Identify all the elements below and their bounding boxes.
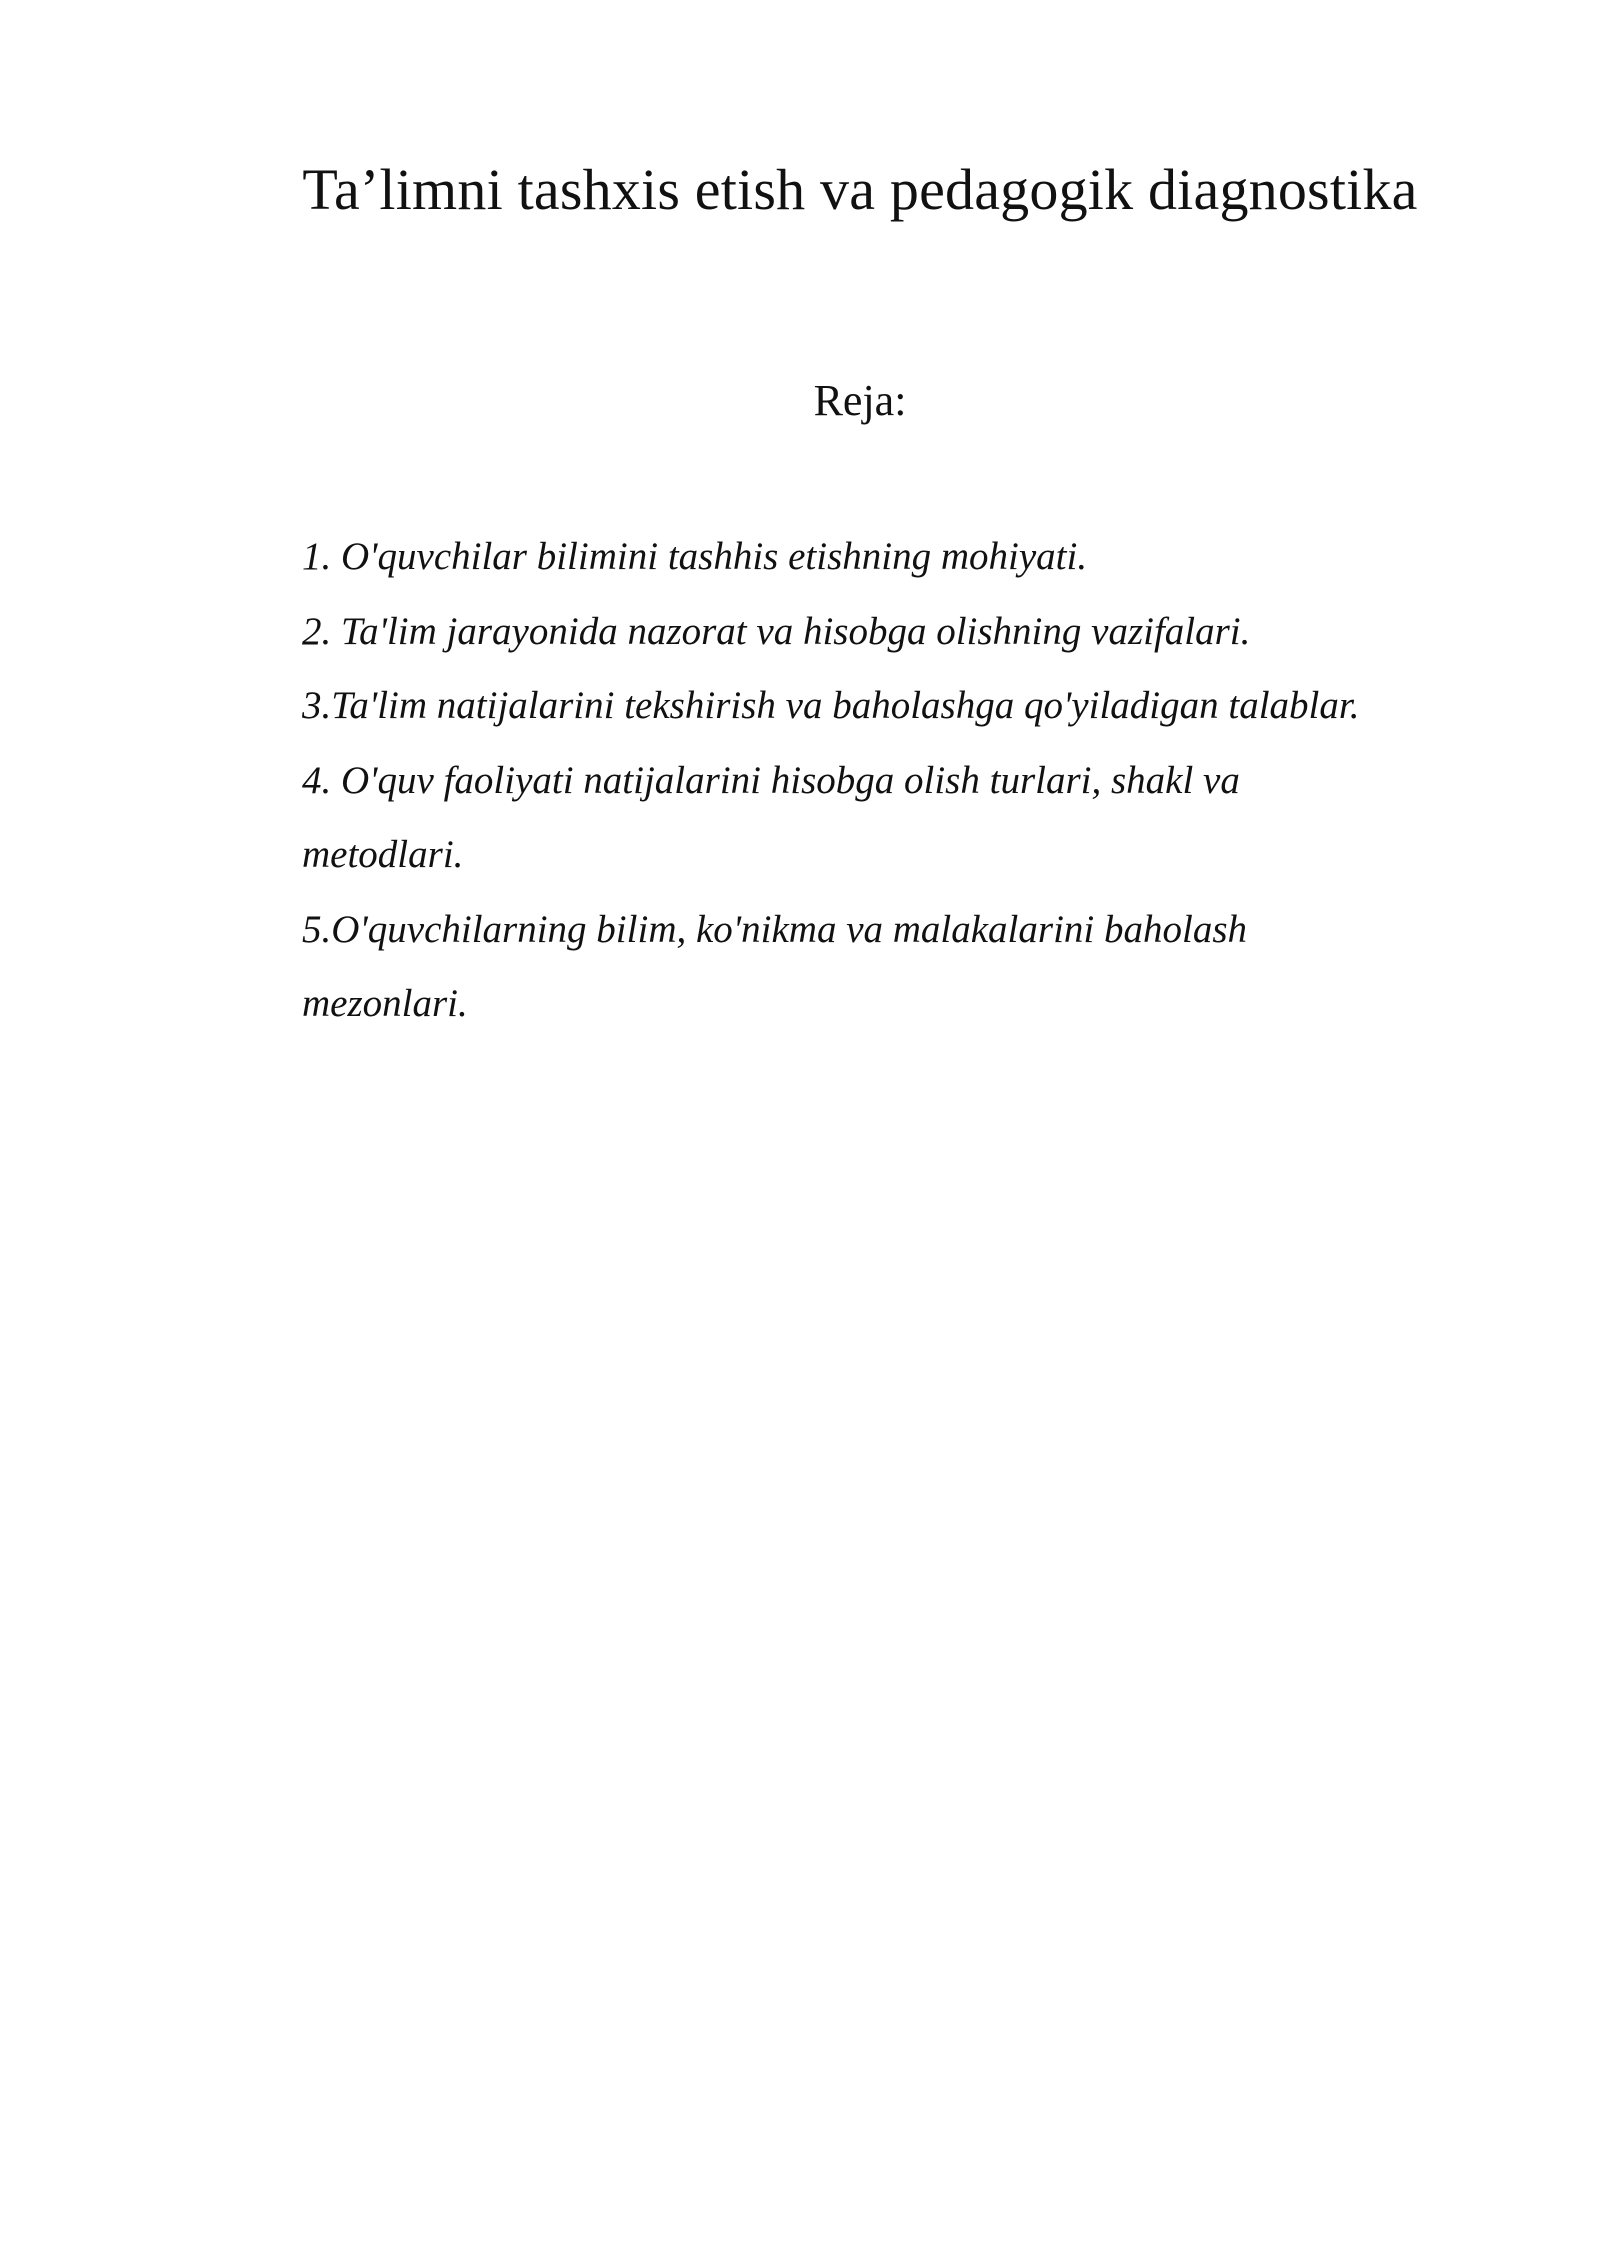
plan-item-line: 2. Ta'lim jarayonida nazorat va hisobga olishning vazifalari. [302, 609, 1251, 653]
plan-item-line: 3.Ta'lim natijalarini tekshirish va baholashga qo'yiladigan talablar. [302, 684, 1360, 727]
plan-item-5 [302, 893, 1542, 1042]
plan-item-line: metodlari. [302, 833, 464, 876]
plan-item-line: 5.O'quvchilarning bilim, ko'nikma va malakalarini baholash [302, 907, 1248, 951]
plan-list [302, 520, 1542, 1042]
plan-item-line: 4. O'quv faoliyati natijalarini hisobga olish turlari, shakl va [302, 758, 1240, 802]
plan-item-line: 1. O'quvchilar bilimini tashhis etishning mohiyati. [302, 535, 1088, 578]
plan-item-2 [302, 595, 1542, 670]
plan-item-line: mezonlari. [302, 982, 468, 1025]
plan-item-4 [302, 744, 1542, 893]
document-title: Ta’limni tashxis etish va pedagogik diagnostika [302, 157, 1418, 222]
plan-item-3 [302, 669, 1542, 744]
plan-heading: Reja: [813, 376, 907, 425]
plan-item-1 [302, 520, 1542, 595]
